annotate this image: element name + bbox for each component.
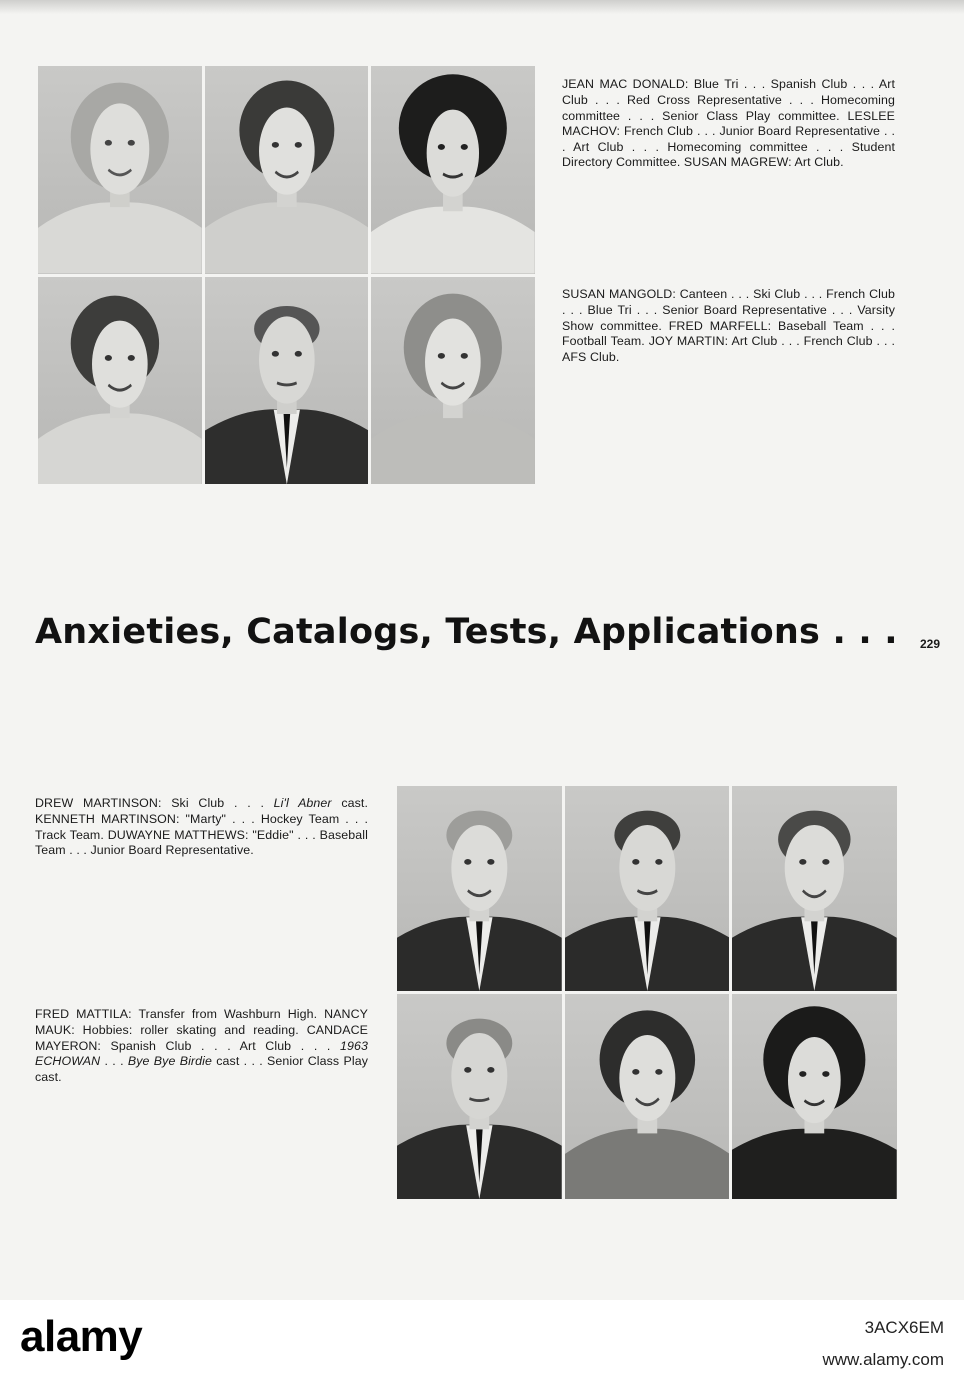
portrait-photo [38,66,202,274]
portrait-grid-bottom [397,786,897,1199]
watermark-footer [0,1300,964,1390]
portrait-photo [371,277,535,485]
portrait-photo [371,66,535,274]
portrait-photo [205,66,369,274]
portrait-photo [732,994,897,1199]
page-number: 229 [920,637,941,651]
portrait-photo [397,786,562,991]
caption-text: DREW MARTINSON: Ski Club . . . [35,796,274,811]
caption-bottom-second [35,1007,368,1085]
caption-text: . . . [100,1054,128,1069]
portrait-photo [565,786,730,991]
caption-italic-title: Li'l Abner [273,796,332,811]
caption-text: cast . . . Senior Class Play cast. [35,1054,368,1084]
caption-italic-title: 1963 ECHOWAN [35,1038,368,1069]
site-url: www.alamy.com [822,1350,944,1369]
portrait-photo [38,277,202,485]
caption-text: FRED MATTILA: Transfer from Washburn High. NANCY MAUK: Hobbies: roller skating and reading. CANDACE MAYERON: Spanish Club . . . Art Club . . . [35,1007,368,1053]
portrait-grid-top [38,66,535,484]
brand-logo: alamy [20,1312,143,1361]
portrait-photo [732,786,897,991]
portrait-photo [205,277,369,485]
image-id: 3ACX6EM [864,1318,944,1337]
page-headline: Anxieties, Catalogs, Tests, Applications . . . [35,612,898,652]
caption-text: cast. KENNETH MARTINSON: "Marty" . . . Hockey Team . . . Track Team. DUWAYNE MATTHEWS: "Eddie" . . . Baseball Team . . . Junior Board Representative. [35,796,368,858]
caption-top-second: SUSAN MANGOLD: Canteen . . . Ski Club . . . French Club . . . Blue Tri . . . Senior Board Representative . . . Varsity Show committee. FRED MARFELL: Baseball Team . . . Football Team. JOY MARTIN: Art Club . . . French Club . . . AFS Club. [562,287,895,364]
portrait-photo [565,994,730,1199]
caption-top-first: JEAN MAC DONALD: Blue Tri . . . Spanish Club . . . Art Club . . . Red Cross Representative . . . Homecoming committee . . . Senior Class Play committee. LESLEE MACHOV: French Club . . . Junior Board Representative . . . Art Club . . . Homecoming committee . . . Student Directory Committee. SUSAN MAGREW: Art Club. [562,77,895,170]
caption-italic-title: Bye Bye Birdie [127,1054,212,1069]
caption-bottom-first [35,796,368,858]
page-edge-shadow [0,0,964,14]
portrait-photo [397,994,562,1199]
